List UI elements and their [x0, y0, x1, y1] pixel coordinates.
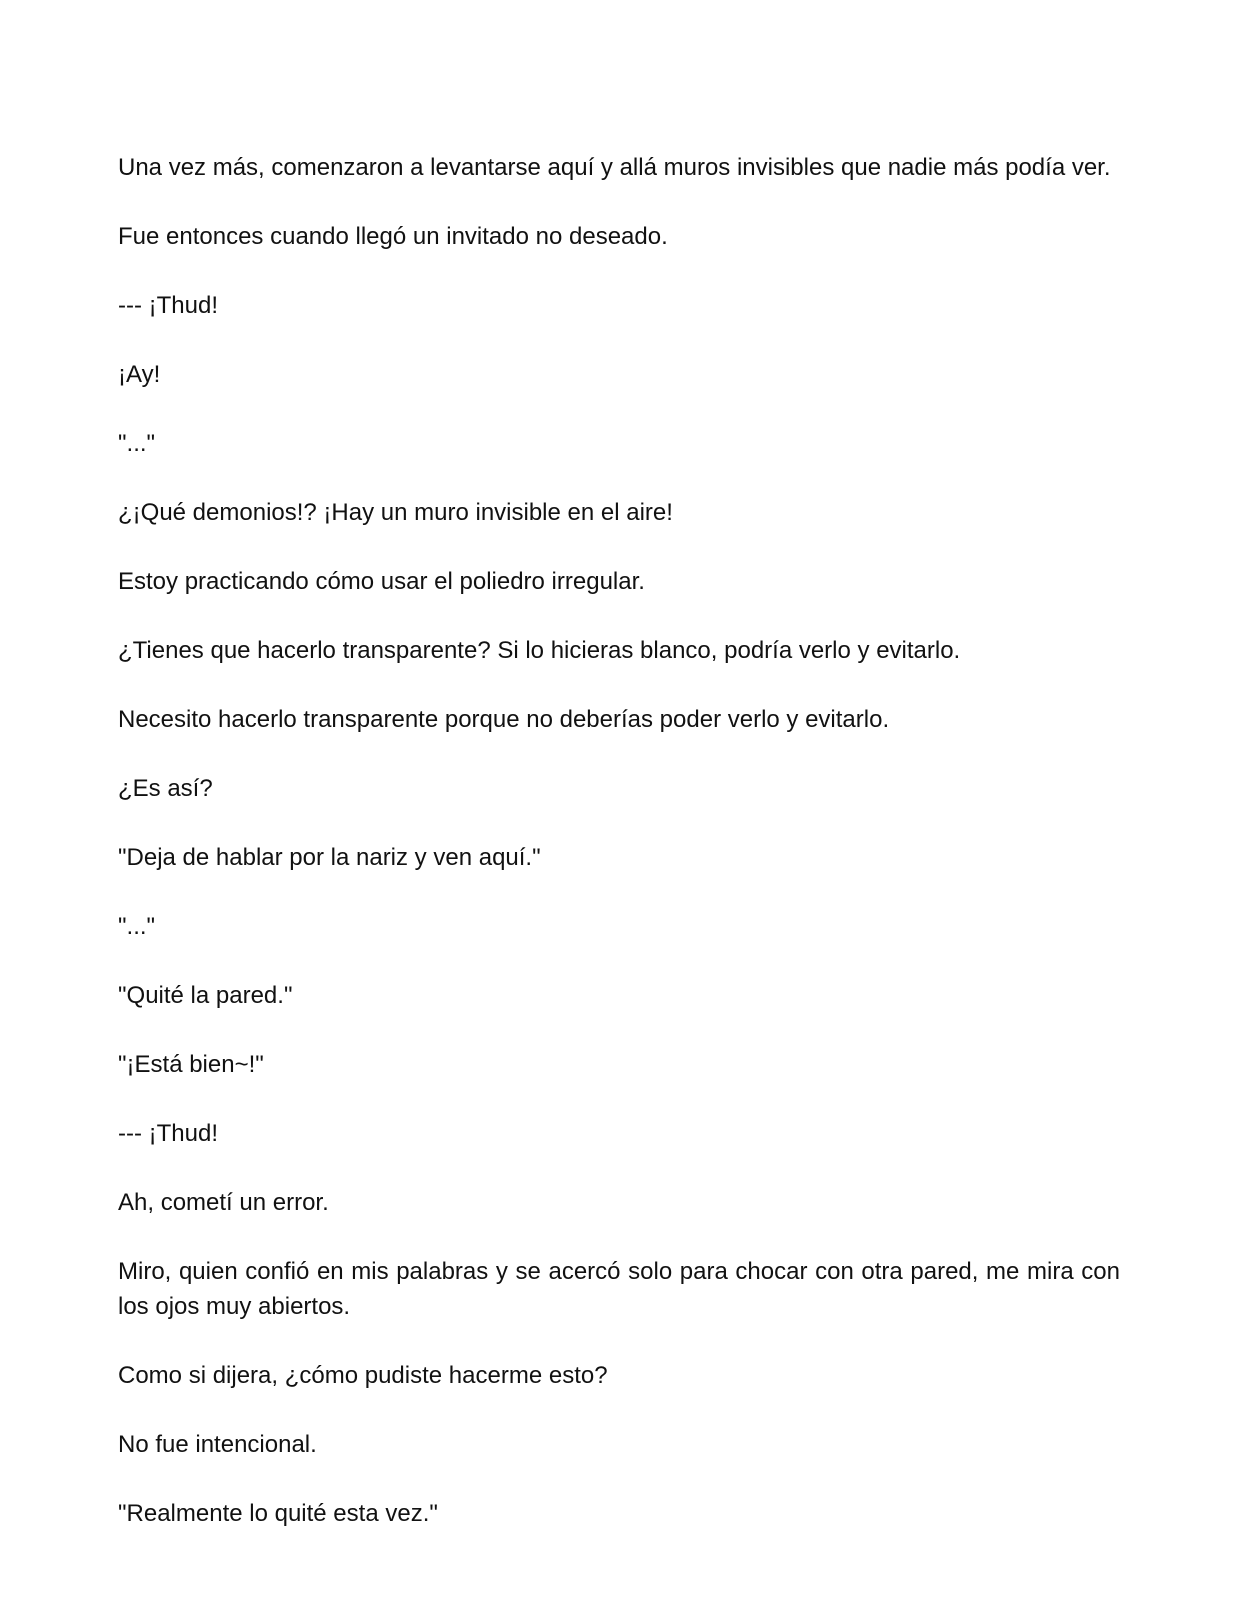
paragraph: Miro, quien confió en mis palabras y se acercó solo para chocar con otra pared, me mira con los ojos muy abiertos. — [118, 1258, 1120, 1320]
paragraph: --- ¡Thud! — [118, 292, 219, 319]
paragraph: "Quité la pared." — [118, 982, 293, 1009]
paragraph: No fue intencional. — [118, 1431, 317, 1458]
paragraph: --- ¡Thud! — [118, 1120, 219, 1147]
paragraph: ¡Ay! — [118, 361, 161, 388]
paragraph: "¡Está bien~!" — [118, 1051, 264, 1078]
paragraph: "..." — [118, 430, 156, 457]
paragraph: Una vez más, comenzaron a levantarse aquí y allá muros invisibles que nadie más podía ver. — [118, 154, 1111, 181]
paragraph: Estoy practicando cómo usar el poliedro irregular. — [118, 568, 645, 595]
paragraph: Ah, cometí un error. — [118, 1189, 329, 1216]
paragraph: ¿Tienes que hacerlo transparente? Si lo hicieras blanco, podría verlo y evitarlo. — [118, 637, 961, 664]
paragraph: Como si dijera, ¿cómo pudiste hacerme esto? — [118, 1362, 608, 1389]
document-body — [118, 150, 1120, 1565]
paragraph: ¿¡Qué demonios!? ¡Hay un muro invisible en el aire! — [118, 499, 673, 526]
paragraph: Necesito hacerlo transparente porque no deberías poder verlo y evitarlo. — [118, 706, 890, 733]
paragraph: "Realmente lo quité esta vez." — [118, 1500, 438, 1527]
paragraph: Fue entonces cuando llegó un invitado no deseado. — [118, 223, 668, 250]
paragraph: "Deja de hablar por la nariz y ven aquí." — [118, 844, 541, 871]
paragraph: "..." — [118, 913, 156, 940]
paragraph: ¿Es así? — [118, 775, 213, 802]
